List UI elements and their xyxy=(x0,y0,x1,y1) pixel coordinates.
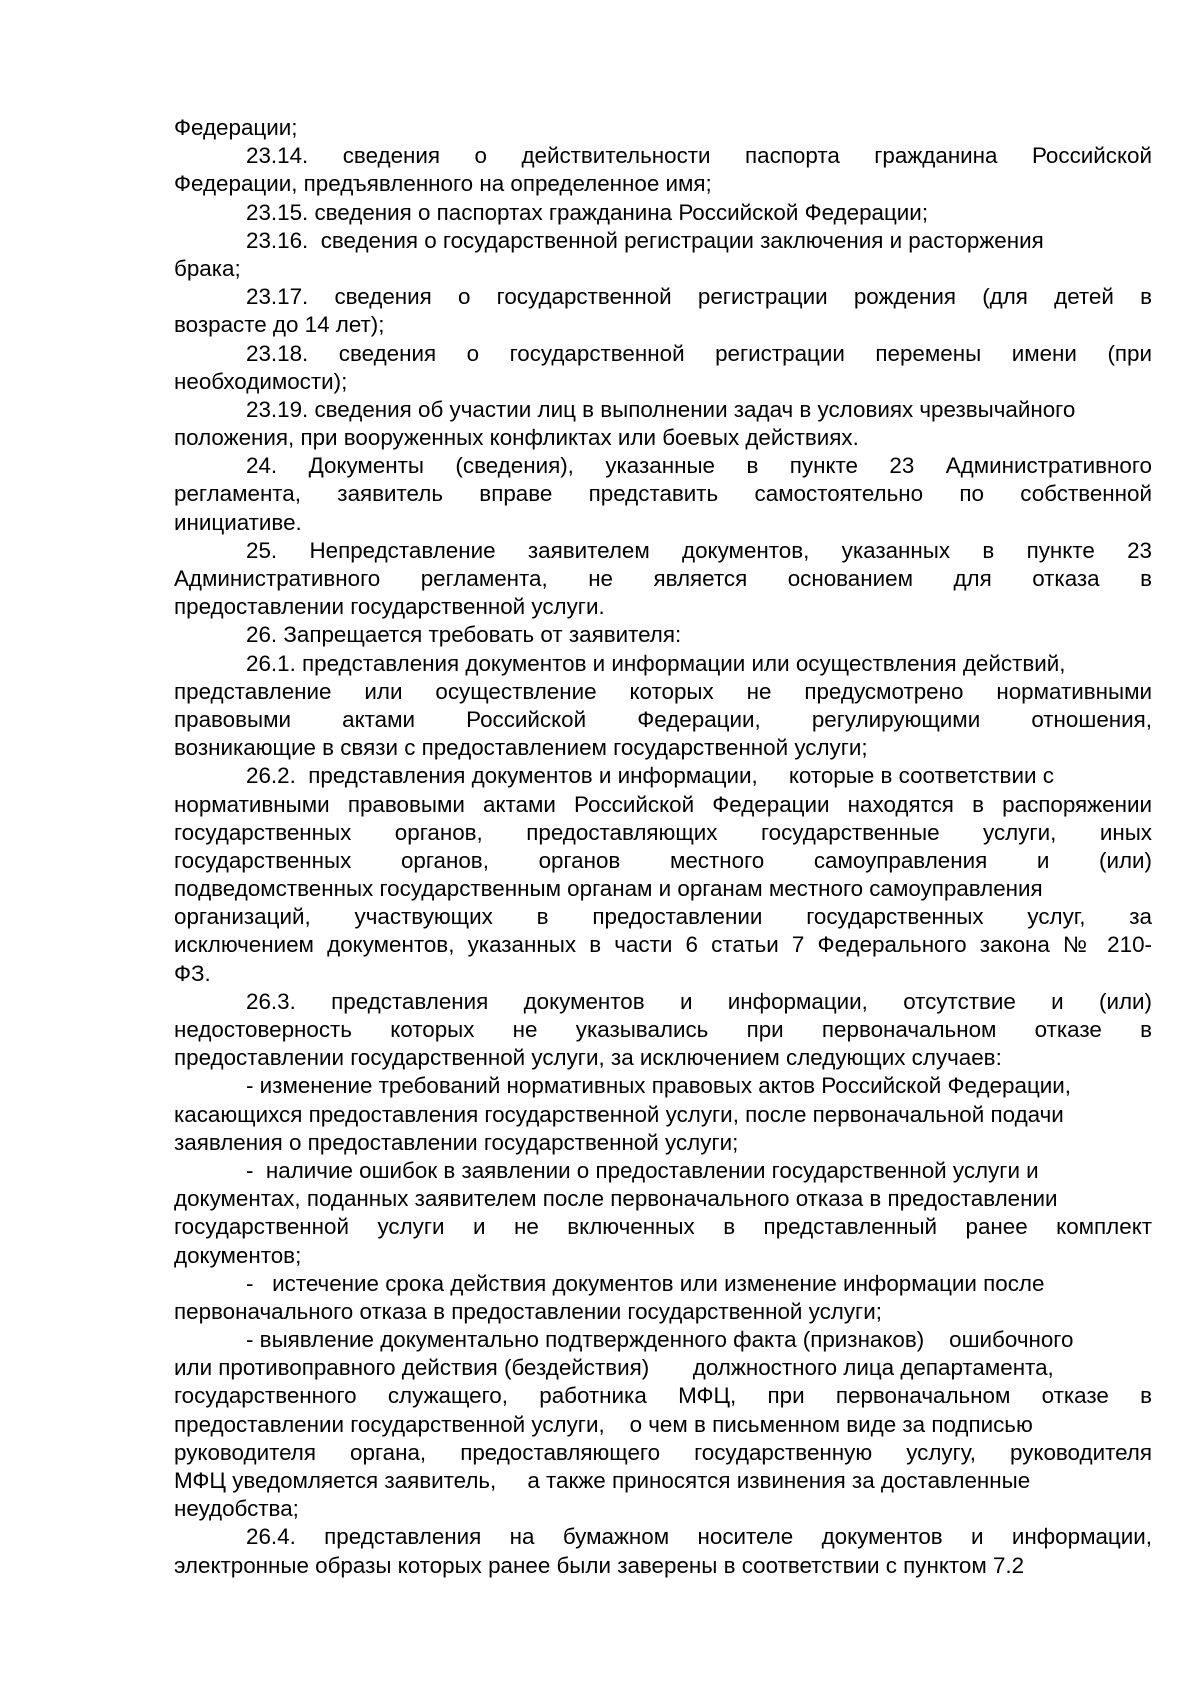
text-line: нормативными правовыми актами Российской Федерации находятся в распоряжении xyxy=(174,791,1152,817)
text-line: 23.19. сведения об участии лиц в выполнении задач в условиях чрезвычайного xyxy=(246,396,1076,422)
text-line: электронные образы которых ранее были заверены в соответствии с пунктом 7.2 xyxy=(174,1552,1025,1578)
text-line: недостоверность которых не указывались при первоначальном отказе в xyxy=(174,1017,1152,1042)
text-line: возникающие в связи с предоставлением государственной услуги; xyxy=(174,735,868,761)
text-line: 24. Документы (сведения), указанные в пункте 23 Административного xyxy=(246,453,1152,479)
text-line: 26.1. представления документов и информации или осуществления действий, xyxy=(246,650,1066,676)
text-line: Федерации, предъявленного на определенное имя; xyxy=(174,171,712,197)
document-text xyxy=(174,114,1152,1580)
text-line: государственного служащего, работника МФЦ, при первоначальном отказе в xyxy=(174,1383,1152,1409)
text-line: государственных органов, органов местного самоуправления и (или) xyxy=(174,847,1152,873)
text-line: 26.2. представления документов и информации, которые в соответствии с xyxy=(246,763,1054,789)
text-line: 23.17. сведения о государственной регистрации рождения (для детей в xyxy=(246,284,1152,310)
text-line: исключением документов, указанных в части 6 статьи 7 Федерального закона № 210- xyxy=(174,932,1152,958)
text-line: необходимости); xyxy=(174,368,348,394)
text-line: предоставлении государственной услуги. xyxy=(174,594,605,620)
text-line: - изменение требований нормативных правовых актов Российской Федерации, xyxy=(246,1073,1071,1099)
text-line: 26.3. представления документов и информации, отсутствие и (или) xyxy=(246,988,1152,1014)
text-line: первоначального отказа в предоставлении государственной услуги; xyxy=(174,1298,882,1324)
text-line: 23.18. сведения о государственной регистрации перемены имени (при xyxy=(246,340,1152,366)
text-line: регламента, заявитель вправе представить самостоятельно по собственной xyxy=(174,481,1152,507)
text-line: возрасте до 14 лет); xyxy=(174,312,385,338)
text-line: 26.4. представления на бумажном носителе документов и информации, xyxy=(246,1524,1152,1550)
text-line: предоставлении государственной услуги, о чем в письменном виде за подписью xyxy=(174,1411,1033,1437)
text-line: заявления о предоставлении государственной услуги; xyxy=(174,1129,739,1155)
text-line: предоставлении государственной услуги, за исключением следующих случаев: xyxy=(174,1045,1002,1071)
text-line: инициативе. xyxy=(174,509,302,535)
text-line: организаций, участвующих в предоставлении государственных услуг, за xyxy=(174,904,1152,930)
text-line: подведомственных государственным органам и органам местного самоуправления xyxy=(174,876,1043,902)
text-line: МФЦ уведомляется заявитель, а также приносятся извинения за доставленные xyxy=(174,1468,1031,1493)
text-line: Административного регламента, не является основанием для отказа в xyxy=(174,566,1152,591)
text-line: положения, при вооруженных конфликтах или боевых действиях. xyxy=(174,425,859,451)
text-line: касающихся предоставления государственной услуги, после первоначальной подачи xyxy=(174,1101,1064,1127)
text-line: 25. Непредставление заявителем документов, указанных в пункте 23 xyxy=(246,537,1152,563)
text-line: Федерации; xyxy=(174,115,298,140)
text-line: ФЗ. xyxy=(174,960,211,986)
text-line: документов; xyxy=(174,1242,302,1268)
text-line: 23.15. сведения о паспортах гражданина Российской Федерации; xyxy=(246,199,929,225)
text-line: или противоправного действия (бездействия) должностного лица департамента, xyxy=(174,1355,1054,1381)
text-line: 26. Запрещается требовать от заявителя: xyxy=(246,622,682,648)
text-line: брака; xyxy=(174,255,241,281)
text-line: документах, поданных заявителем после первоначального отказа в предоставлении xyxy=(174,1186,1058,1212)
text-line: 23.16. сведения о государственной регистрации заключения и расторжения xyxy=(246,227,1044,253)
text-line: - истечение срока действия документов или изменение информации после xyxy=(246,1270,1045,1296)
text-line: 23.14. сведения о действительности паспорта гражданина Российской xyxy=(246,143,1152,169)
text-line: - выявление документально подтвержденного факта (признаков) ошибочного xyxy=(246,1327,1074,1353)
text-line: руководителя органа, предоставляющего государственную услугу, руководителя xyxy=(174,1439,1152,1465)
text-line: - наличие ошибок в заявлении о предоставлении государственной услуги и xyxy=(246,1157,1039,1183)
text-line: государственной услуги и не включенных в представленный ранее комплект xyxy=(174,1214,1152,1240)
text-line: представление или осуществление которых не предусмотрено нормативными xyxy=(174,678,1152,704)
text-line: государственных органов, предоставляющих государственные услуги, иных xyxy=(174,819,1152,845)
text-line: неудобства; xyxy=(174,1496,299,1522)
text-line: правовыми актами Российской Федерации, регулирующими отношения, xyxy=(174,706,1152,732)
